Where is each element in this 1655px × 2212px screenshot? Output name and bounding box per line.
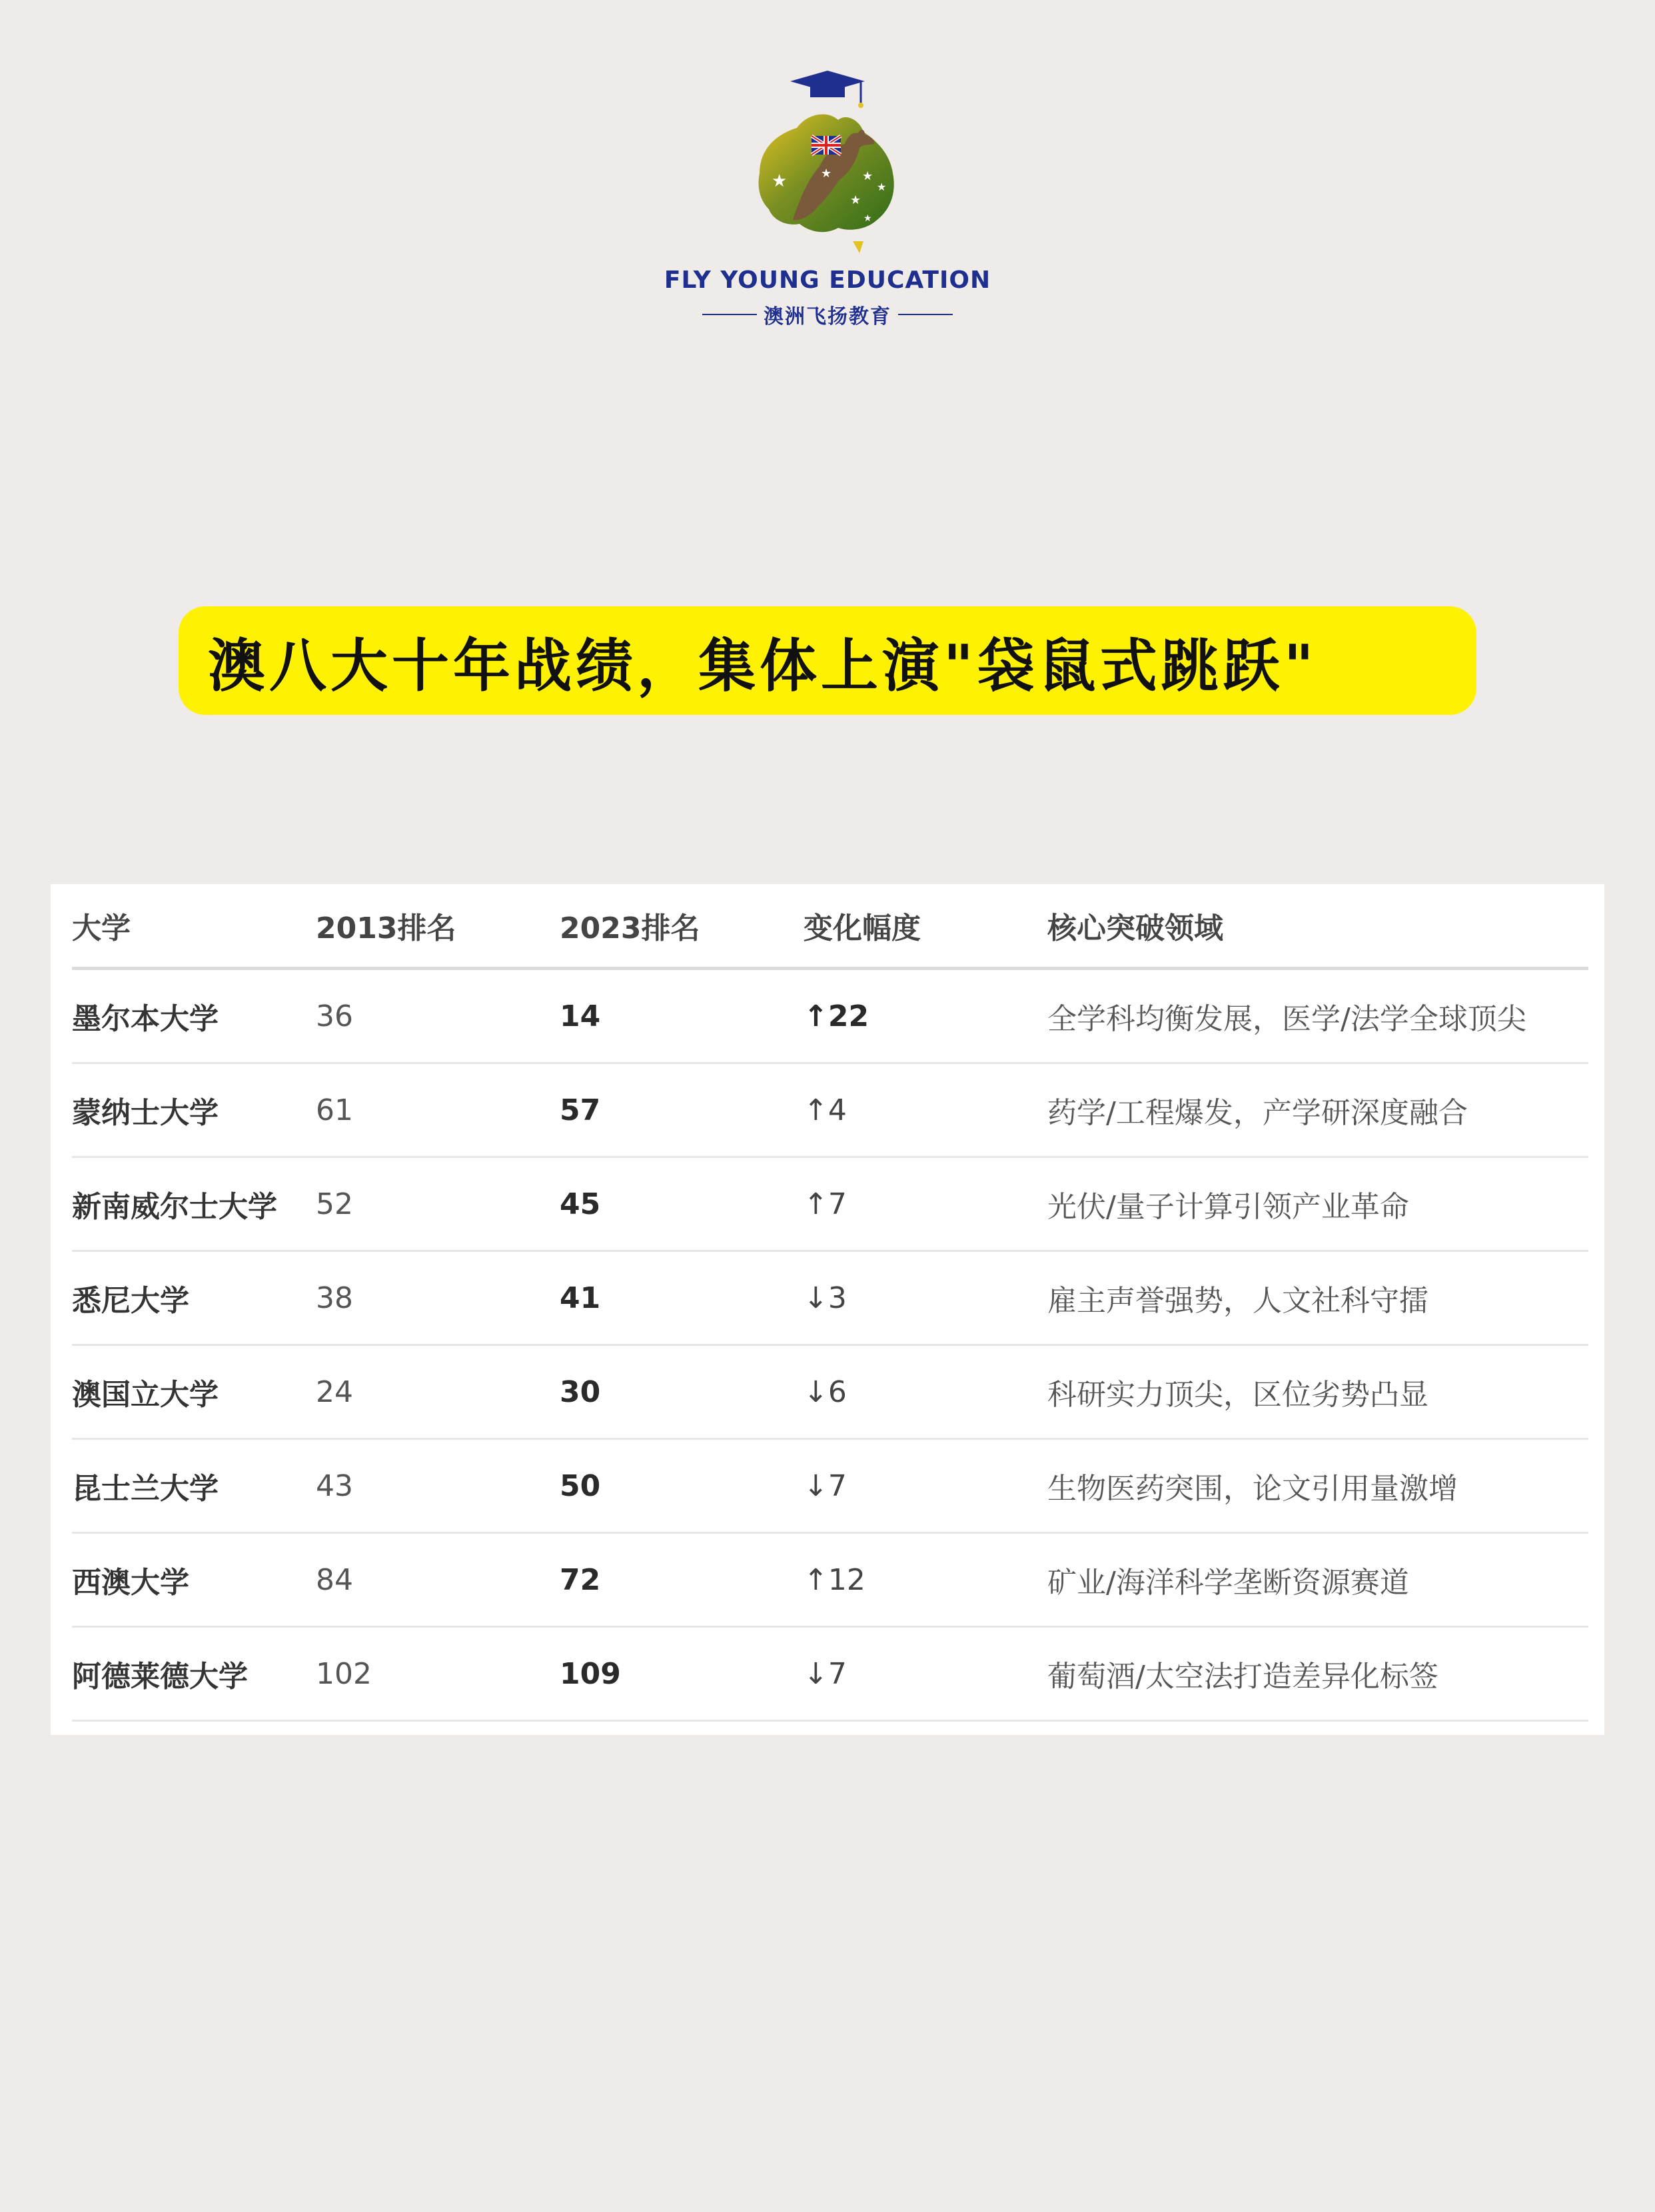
cell-university: 墨尔本大学 bbox=[72, 969, 316, 1063]
cell-rank-2023: 14 bbox=[560, 969, 804, 1063]
cell-rank-2023: 30 bbox=[560, 1345, 804, 1439]
brand-logo bbox=[653, 67, 1002, 333]
header-rank-2013: 2013排名 bbox=[316, 884, 560, 969]
headline-text: 澳八大十年战绩，集体上演"袋鼠式跳跃" bbox=[208, 632, 1318, 700]
cell-university: 阿德莱德大学 bbox=[72, 1627, 316, 1721]
svg-text:★: ★ bbox=[850, 193, 861, 207]
cell-field: 葡萄酒/太空法打造差异化标签 bbox=[1047, 1627, 1588, 1721]
cell-rank-2023: 50 bbox=[560, 1439, 804, 1533]
ranking-table bbox=[72, 884, 1588, 1722]
cell-rank-2023: 72 bbox=[560, 1533, 804, 1627]
brand-name-zh: 澳洲飞扬教育 bbox=[764, 305, 891, 328]
cell-university: 蒙纳士大学 bbox=[72, 1063, 316, 1157]
table-row bbox=[72, 1157, 1588, 1251]
cell-change: ↑12 bbox=[804, 1533, 1047, 1627]
table-row bbox=[72, 1439, 1588, 1533]
brand-divider-right bbox=[898, 314, 953, 315]
table-row bbox=[72, 969, 1588, 1063]
brand-name-en: FLY YOUNG EDUCATION bbox=[664, 267, 991, 294]
header-field: 核心突破领域 bbox=[1047, 884, 1588, 969]
table-row bbox=[72, 1627, 1588, 1721]
cell-rank-2013: 36 bbox=[316, 969, 560, 1063]
cell-rank-2023: 57 bbox=[560, 1063, 804, 1157]
cell-rank-2013: 24 bbox=[316, 1345, 560, 1439]
cell-rank-2013: 52 bbox=[316, 1157, 560, 1251]
cell-change: ↑22 bbox=[804, 969, 1047, 1063]
cell-field: 科研实力顶尖，区位劣势凸显 bbox=[1047, 1345, 1588, 1439]
svg-text:★: ★ bbox=[772, 171, 788, 191]
cell-change: ↑7 bbox=[804, 1157, 1047, 1251]
cell-field: 光伏/量子计算引领产业革命 bbox=[1047, 1157, 1588, 1251]
cell-university: 悉尼大学 bbox=[72, 1251, 316, 1345]
table-row bbox=[72, 1345, 1588, 1439]
kangaroo-map-logo-icon bbox=[733, 67, 922, 267]
cell-rank-2013: 84 bbox=[316, 1533, 560, 1627]
table-row bbox=[72, 1533, 1588, 1627]
svg-text:★: ★ bbox=[877, 181, 887, 193]
header-university: 大学 bbox=[72, 884, 316, 969]
cell-field: 全学科均衡发展，医学/法学全球顶尖 bbox=[1047, 969, 1588, 1063]
cell-rank-2023: 41 bbox=[560, 1251, 804, 1345]
cell-rank-2013: 102 bbox=[316, 1627, 560, 1721]
cell-change: ↓6 bbox=[804, 1345, 1047, 1439]
cell-change: ↓3 bbox=[804, 1251, 1047, 1345]
table-row bbox=[72, 1251, 1588, 1345]
cell-field: 药学/工程爆发，产学研深度融合 bbox=[1047, 1063, 1588, 1157]
cell-change: ↓7 bbox=[804, 1439, 1047, 1533]
ranking-table-card bbox=[51, 884, 1604, 1735]
cell-rank-2013: 38 bbox=[316, 1251, 560, 1345]
svg-text:★: ★ bbox=[862, 169, 873, 183]
brand-subtitle-row bbox=[653, 301, 1002, 328]
table-row bbox=[72, 1063, 1588, 1157]
cell-university: 昆士兰大学 bbox=[72, 1439, 316, 1533]
brand-divider-left bbox=[702, 314, 757, 315]
svg-text:★: ★ bbox=[821, 167, 832, 181]
cell-field: 矿业/海洋科学垄断资源赛道 bbox=[1047, 1533, 1588, 1627]
cell-rank-2013: 61 bbox=[316, 1063, 560, 1157]
cell-university: 西澳大学 bbox=[72, 1533, 316, 1627]
cell-field: 生物医药突围，论文引用量激增 bbox=[1047, 1439, 1588, 1533]
cell-university: 新南威尔士大学 bbox=[72, 1157, 316, 1251]
cell-rank-2023: 109 bbox=[560, 1627, 804, 1721]
header-change: 变化幅度 bbox=[804, 884, 1047, 969]
cell-change: ↑4 bbox=[804, 1063, 1047, 1157]
svg-text:★: ★ bbox=[863, 213, 872, 224]
header-rank-2023: 2023排名 bbox=[560, 884, 804, 969]
cell-university: 澳国立大学 bbox=[72, 1345, 316, 1439]
cell-rank-2013: 43 bbox=[316, 1439, 560, 1533]
cell-field: 雇主声誉强势，人文社科守擂 bbox=[1047, 1251, 1588, 1345]
cell-change: ↓7 bbox=[804, 1627, 1047, 1721]
headline-banner bbox=[179, 606, 1476, 715]
cell-rank-2023: 45 bbox=[560, 1157, 804, 1251]
table-header-row bbox=[72, 884, 1588, 969]
